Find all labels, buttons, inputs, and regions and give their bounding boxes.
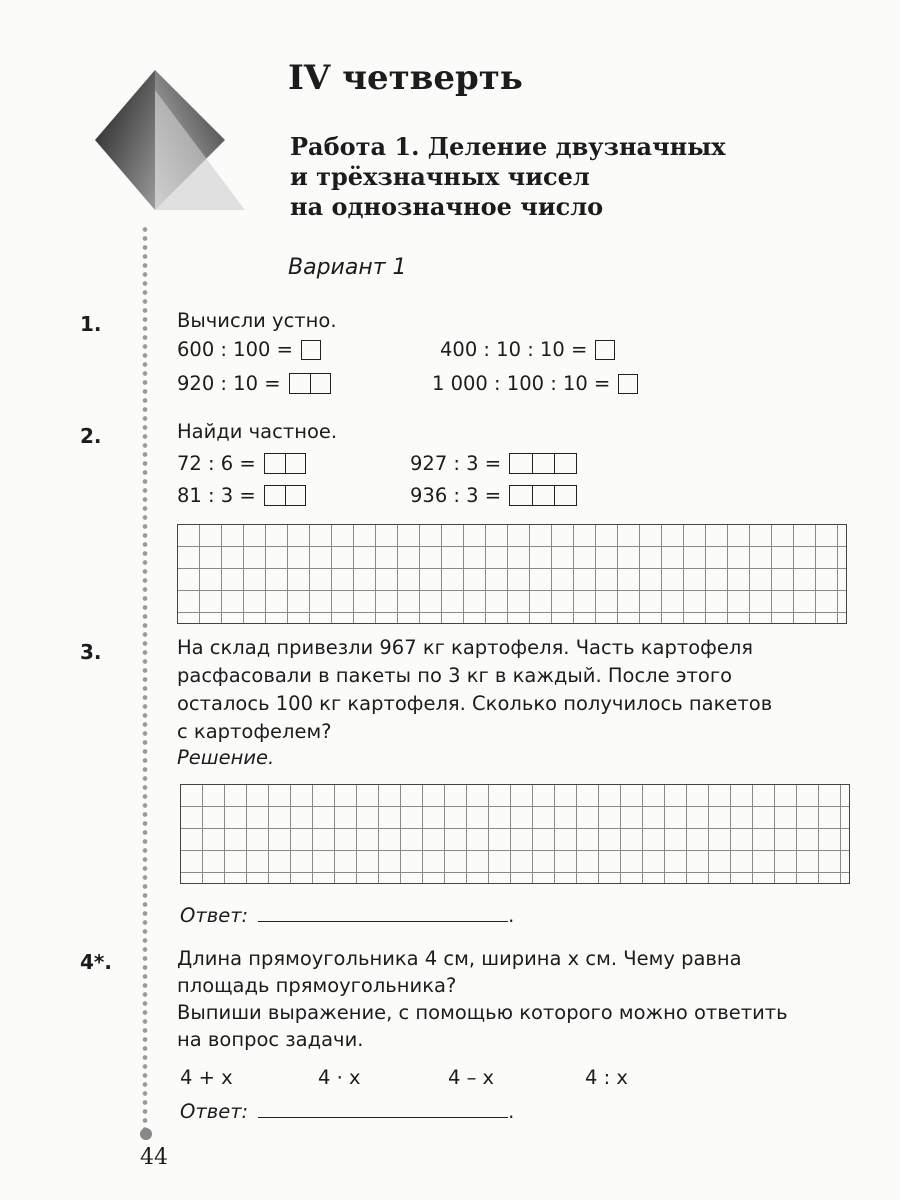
solution-label: Решение.	[177, 746, 275, 769]
task-3-number: 3.	[80, 640, 102, 664]
title-line-3: на однозначное число	[290, 192, 604, 221]
answer-box[interactable]	[264, 485, 306, 506]
answer-box[interactable]	[595, 340, 615, 360]
answer-end: .	[508, 1100, 515, 1123]
answer-box[interactable]	[509, 453, 577, 474]
task-3-line: осталось 100 кг картофеля. Сколько получилось пакетов	[177, 692, 773, 715]
task-1-expr	[440, 338, 615, 361]
task-1-number: 1.	[80, 312, 102, 336]
task-2-expr	[410, 452, 577, 475]
variant-label: Вариант 1	[288, 255, 407, 280]
page-number: 44	[140, 1145, 168, 1170]
task-4-line: площадь прямоугольника?	[177, 974, 457, 997]
task-1-expr	[432, 372, 638, 395]
task-3-line: расфасовали в пакеты по 3 кг в каждый. После этого	[177, 664, 732, 687]
expr-text: 72 : 6 =	[177, 452, 256, 475]
task-2-expr	[177, 452, 306, 475]
work-grid-task-3[interactable]	[180, 784, 850, 884]
answer-line[interactable]	[258, 903, 508, 922]
task-4-answer	[180, 1098, 514, 1126]
task-3-line: На склад привезли 967 кг картофеля. Часть картофеля	[177, 636, 754, 659]
task-1-expr	[177, 338, 321, 361]
option-expression[interactable]: 4 – x	[448, 1066, 495, 1089]
answer-label: Ответ:	[180, 1100, 249, 1123]
work-title	[290, 132, 726, 222]
expr-text: 936 : 3 =	[410, 484, 502, 507]
task-3-line: с картофелем?	[177, 720, 332, 743]
expr-text: 1 000 : 100 : 10 =	[432, 372, 611, 395]
expr-text: 927 : 3 =	[410, 452, 502, 475]
answer-box[interactable]	[264, 453, 306, 474]
expr-text: 400 : 10 : 10 =	[440, 338, 588, 361]
option-expression[interactable]: 4 · x	[318, 1066, 361, 1089]
work-grid-task-2[interactable]	[177, 524, 847, 624]
answer-label: Ответ:	[180, 904, 249, 927]
task-1-prompt: Вычисли устно.	[177, 309, 337, 332]
expr-text: 81 : 3 =	[177, 484, 256, 507]
task-2-expr	[177, 484, 306, 507]
answer-end: .	[508, 904, 515, 927]
task-1-expr	[177, 372, 331, 395]
title-line-1: Работа 1. Деление двузначных	[290, 132, 726, 161]
answer-box[interactable]	[618, 374, 638, 394]
answer-box[interactable]	[289, 373, 331, 394]
answer-box[interactable]	[301, 340, 321, 360]
decorative-dotted-border	[140, 225, 152, 1135]
task-4-line: Выпиши выражение, с помощью которого можно ответить	[177, 1001, 788, 1024]
task-4-number: 4*.	[80, 950, 112, 974]
corner-ornament	[95, 70, 295, 230]
title-line-2: и трёхзначных чисел	[290, 162, 590, 191]
task-2-number: 2.	[80, 424, 102, 448]
answer-line[interactable]	[258, 1099, 508, 1118]
task-3-answer	[180, 902, 514, 930]
expr-text: 920 : 10 =	[177, 372, 281, 395]
expr-text: 600 : 100 =	[177, 338, 293, 361]
task-2-expr	[410, 484, 577, 507]
task-2-prompt: Найди частное.	[177, 420, 338, 443]
chain-end-dot	[140, 1128, 152, 1140]
task-4-line: Длина прямоугольника 4 см, ширина x см. Чему равна	[177, 947, 742, 970]
answer-box[interactable]	[509, 485, 577, 506]
task-4-line: на вопрос задачи.	[177, 1028, 364, 1051]
quarter-title: IV четверть	[288, 58, 523, 98]
option-expression[interactable]: 4 : x	[585, 1066, 628, 1089]
option-expression[interactable]: 4 + x	[180, 1066, 233, 1089]
